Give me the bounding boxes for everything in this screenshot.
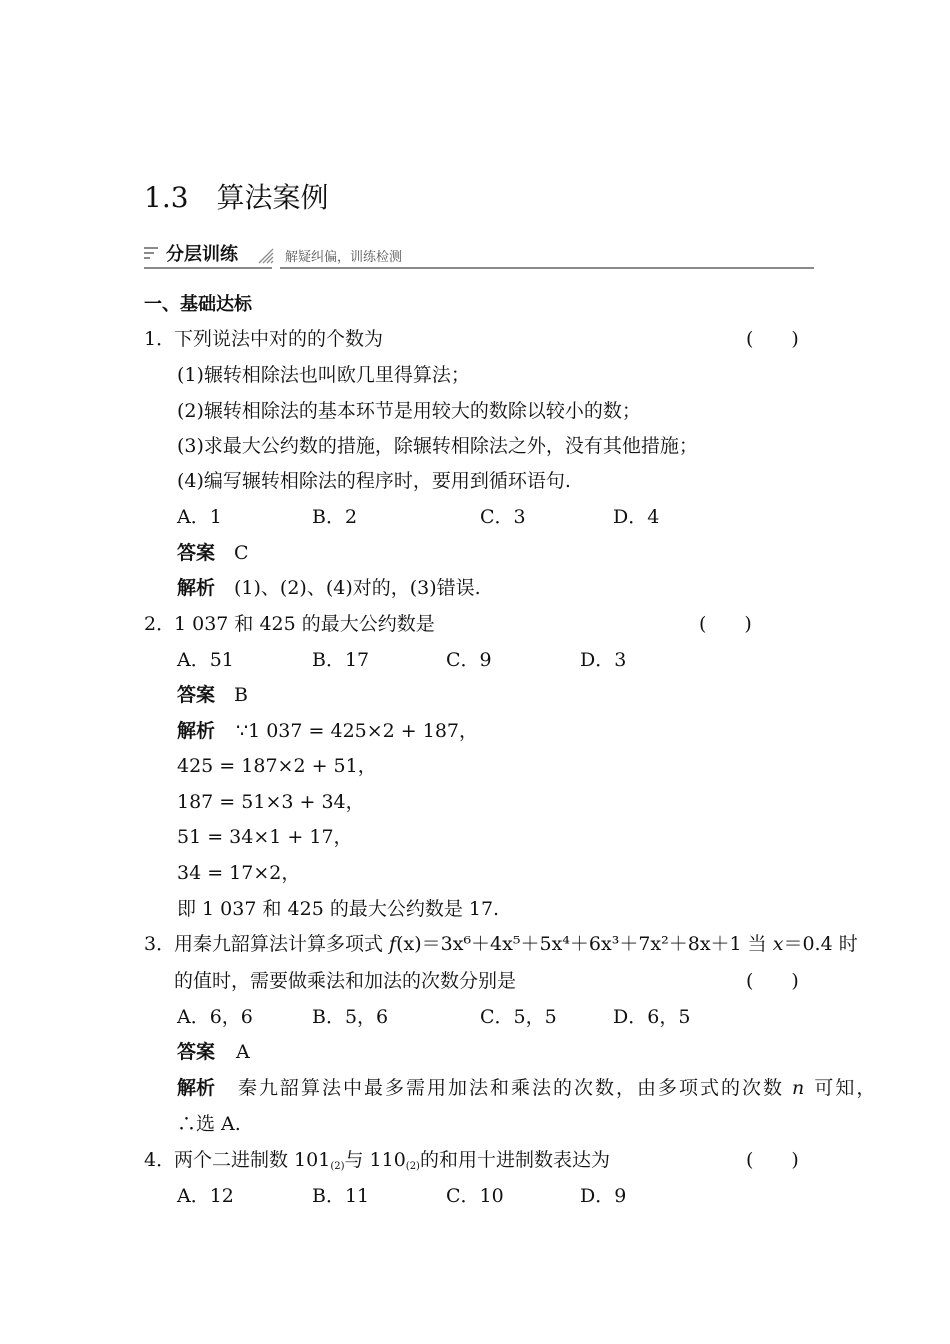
analysis-text: 秦九韶算法中最多需用加法和乘法的次数，由多项式的次数 n 可知，	[238, 1077, 878, 1099]
option-d: D．3	[580, 649, 627, 671]
question-stem: 1 037 和 425 的最大公约数是	[174, 613, 435, 635]
function-symbol: f	[389, 933, 397, 955]
section-heading: 一、基础达标	[144, 294, 252, 315]
option-a: A．12	[177, 1185, 234, 1207]
answer-paren: ( )	[746, 1149, 799, 1171]
question-number: 4．	[144, 1149, 176, 1171]
banner-stripe-icon	[144, 252, 154, 254]
question-stem: 两个二进制数 $101_{(2)}$与 $110_{(2)}$的和用十进制数表达为	[174, 1149, 610, 1172]
analysis-line: 即 1 037 和 425 的最大公约数是 17.	[177, 898, 500, 920]
option-a: A．6，6	[177, 1006, 253, 1028]
answer-label: 答案	[177, 684, 216, 706]
option-b: B．2	[312, 506, 358, 528]
statement-item: (3)求最大公约数的措施，除辗转相除法之外，没有其他措施；	[177, 435, 698, 457]
analysis-line: 34 = 17×2，	[177, 862, 301, 884]
option-b: B．5，6	[312, 1006, 389, 1028]
answer-value: C	[234, 542, 249, 564]
analysis-line: ∵1 037 = 425×2 + 187，	[236, 720, 479, 742]
banner-hatch-icon	[258, 248, 274, 264]
option-a: A．51	[177, 649, 234, 671]
section-title	[144, 181, 329, 214]
question-stem: 用秦九韶算法计算多项式 f(x)＝3x⁶＋4x⁵＋5x⁴＋6x³＋7x²＋8x＋1 当 x＝0.4 时	[174, 933, 858, 955]
analysis-line: 187 = 51×3 + 34，	[177, 791, 365, 813]
base-subscript: (2)	[405, 1161, 420, 1172]
statement-item: (1)辗转相除法也叫欧几里得算法；	[177, 364, 470, 386]
answer-value: A	[236, 1041, 250, 1063]
analysis-label: 解析	[177, 720, 216, 742]
banner-label: 分层训练	[166, 244, 238, 265]
analysis-conclusion: ∴选 A.	[177, 1113, 241, 1135]
statement-item: (4)编写辗转相除法的程序时，要用到循环语句.	[177, 470, 571, 492]
option-b: B．11	[312, 1185, 370, 1207]
option-d: D．6，5	[613, 1006, 691, 1028]
option-a: A．1	[177, 506, 222, 528]
option-b: B．17	[312, 649, 370, 671]
polynomial: (x)＝3x⁶＋4x⁵＋5x⁴＋6x³＋7x²＋8x＋1	[396, 933, 742, 955]
answer-label: 答案	[177, 1041, 216, 1063]
answer-value: B	[234, 684, 248, 706]
statement-item: (2)辗转相除法的基本环节是用较大的数除以较小的数；	[177, 400, 641, 422]
option-d: D．4	[613, 506, 660, 528]
question-number: 3．	[144, 933, 176, 955]
banner-stripe-icon	[144, 257, 150, 259]
banner-underline-right	[280, 267, 814, 269]
option-c: C．9	[446, 649, 492, 671]
banner-stripe-icon	[144, 247, 158, 249]
analysis-text: (1)、(2)、(4)对的，(3)错误.	[234, 577, 481, 599]
variable-x: x	[772, 933, 784, 955]
option-c: C．10	[446, 1185, 504, 1207]
analysis-label: 解析	[177, 1077, 216, 1099]
banner-subtitle: 解疑纠偏，训练检测	[285, 250, 403, 265]
section-number: 1.3	[144, 181, 189, 214]
answer-paren: ( )	[746, 970, 799, 992]
section-title-text: 算法案例	[216, 181, 329, 214]
analysis-label: 解析	[177, 577, 216, 599]
answer-paren: ( )	[699, 613, 752, 635]
answer-paren: ( )	[746, 328, 799, 350]
variable-n: n	[792, 1077, 807, 1099]
base-subscript: (2)	[330, 1161, 345, 1172]
question-stem-continued: 的值时，需要做乘法和加法的次数分别是	[174, 970, 517, 992]
question-number: 2．	[144, 613, 176, 635]
question-number: 1．	[144, 328, 176, 350]
option-c: C．3	[480, 506, 526, 528]
answer-label: 答案	[177, 542, 216, 564]
question-stem: 下列说法中对的的个数为	[174, 328, 384, 350]
analysis-line: 51 = 34×1 + 17，	[177, 826, 353, 848]
analysis-line: 425 = 187×2 + 51，	[177, 755, 377, 777]
option-d: D．9	[580, 1185, 627, 1207]
option-c: C．5，5	[480, 1006, 557, 1028]
banner-underline-left	[144, 267, 272, 269]
